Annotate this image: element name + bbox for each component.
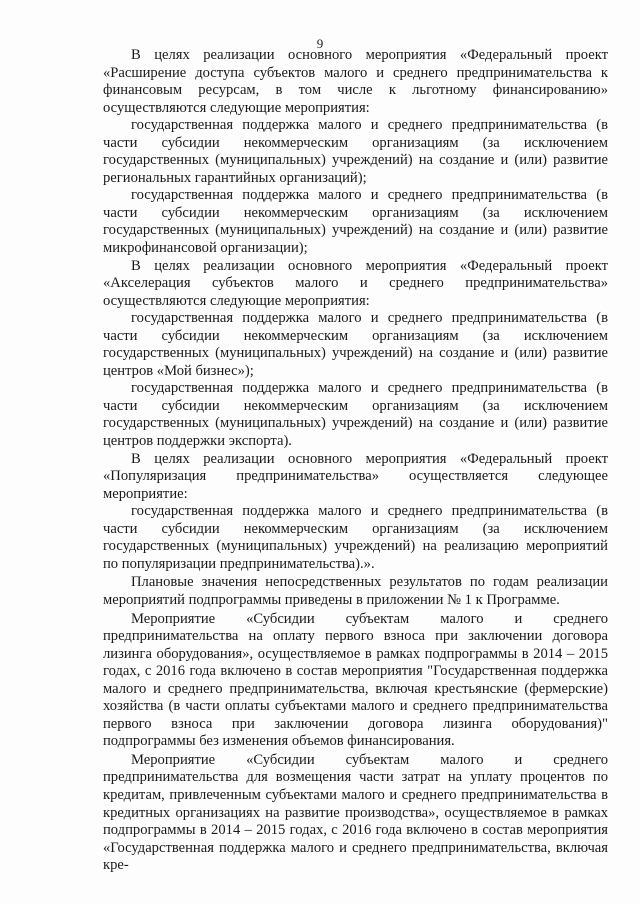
document-body: [103, 47, 608, 875]
paragraph: В целях реализации основного мероприятия «Федеральный проект «Акселерация субъектов малого и среднего предпринимательства» осуществляются следующие мероприятия:: [103, 257, 608, 309]
paragraph: Мероприятие «Субсидии субъектам малого и среднего предпринимательства на оплату первого взноса при заключении договора лизинга оборудования», осуществляемое в рамках подпрограммы в 2014 – 2015 годах, с 2016 года включено в состав мероприятия "Государственная поддержка малого и среднего предпринимательства, включая крестьянские (фермерские) хозяйства (в части оплаты субъектами малого и среднего предпринимательства первого взноса при заключении договора лизинга оборудования)" подпрограммы без изменения объемов финансирования.: [103, 610, 608, 750]
paragraph: государственная поддержка малого и среднего предпринимательства (в части субсидии некоммерческим организациям (за исключением государственных (муниципальных) учреждений) на создание и (или) развитие центров поддержки экспорта).: [103, 380, 608, 450]
paragraph: Мероприятие «Субсидии субъектам малого и среднего предпринимательства для возмещения части затрат на уплату процентов по кредитам, привлеченным субъектами малого и среднего предпринимательства в кредитных организациях на развитие производства», осуществляемое в рамках подпрограммы в 2014 – 2015 годах, с 2016 года включено в состав мероприятия «Государственная поддержка малого и среднего предпринимательства, включая кре-: [103, 751, 608, 874]
paragraph: государственная поддержка малого и среднего предпринимательства (в части субсидии некоммерческим организациям (за исключением государственных (муниципальных) учреждений) на реализацию мероприятий по популяризации предпринимательства).».: [103, 503, 608, 572]
paragraph: В целях реализации основного мероприятия «Федеральный проект «Расширение доступа субъектов малого и среднего предпринимательства к финансовым ресурсам, в том числе к льготному финансированию» осуществляются следующие мероприятия:: [103, 47, 608, 116]
paragraph: Плановые значения непосредственных результатов по годам реализации мероприятий подпрограммы приведены в приложении № 1 к Программе.: [103, 574, 608, 608]
paragraph: государственная поддержка малого и среднего предпринимательства (в части субсидии некоммерческим организациям (за исключением государственных (муниципальных) учреждений) на создание и (или) развитие центров «Мой бизнес»);: [103, 310, 608, 379]
paragraph: государственная поддержка малого и среднего предпринимательства (в части субсидии некоммерческим организациям (за исключением государственных (муниципальных) учреждений) на создание и (или) развитие микрофинансовой организации);: [103, 187, 608, 257]
paragraph: государственная поддержка малого и среднего предпринимательства (в части субсидии некоммерческим организациям (за исключением государственных (муниципальных) учреждений) на создание и (или) развитие региональных гарантийных организаций);: [103, 117, 608, 186]
paragraph: В целях реализации основного мероприятия «Федеральный проект «Популяризация предпринимательства» осуществляется следующее мероприятие:: [103, 450, 608, 502]
page-number: 9: [316, 36, 324, 51]
